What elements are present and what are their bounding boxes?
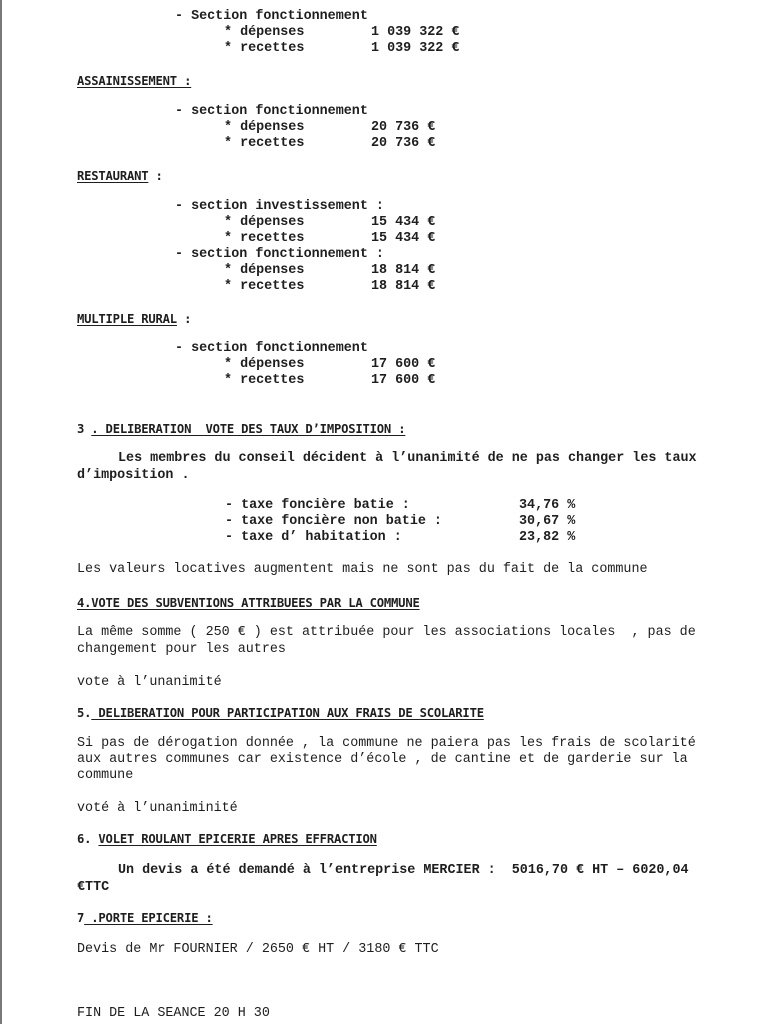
item5-number: 5. [77,706,92,720]
multiple-rural-depenses-value: 17 600 € [371,357,436,372]
item3-heading-text: . DELIBERATION VOTE DES TAUX D’IMPOSITION : [91,422,406,436]
restaurant-invest-recettes-value: 15 434 € [371,231,436,246]
restaurant-fonct-depenses-value: 18 814 € [371,263,436,278]
assainissement-heading-text: ASSAINISSEMENT [77,74,177,88]
item7-heading-text: .PORTE EPICERIE : [84,911,213,925]
assainissement-heading-suffix: : [176,74,192,88]
restaurant-fonct-label: - section fonctionnement : [175,247,384,262]
assainissement-recettes-value: 20 736 € [371,136,436,151]
restaurant-invest-depenses-label: * dépenses [224,215,305,230]
top-recettes-value: 1 039 322 € [371,41,460,56]
multiple-rural-section-label: - section fonctionnement [175,341,368,356]
item4-paragraph-line2: changement pour les autres [77,642,286,657]
restaurant-fonct-recettes-label: * recettes [224,279,305,294]
top-recettes-label: * recettes [224,41,305,56]
restaurant-heading [77,170,163,182]
assainissement-depenses-label: * dépenses [224,120,305,135]
tax-value-3: 23,82 % [519,530,576,545]
end-of-session: FIN DE LA SEANCE 20 H 30 [77,1006,270,1021]
item4-paragraph-line1: La même somme ( 250 € ) est attribuée pour les associations locales , pas de [77,625,696,640]
page-left-border [0,0,2,1024]
item6-paragraph-line2: €TTC [77,880,110,895]
item4-vote: vote à l’unanimité [77,675,222,690]
assainissement-section-label: - section fonctionnement [175,104,368,119]
restaurant-invest-depenses-value: 15 434 € [371,215,436,230]
multiple-rural-recettes-value: 17 600 € [371,373,436,388]
restaurant-invest-label: - section investissement : [175,199,384,214]
item5-paragraph-line3: commune [77,768,134,783]
top-depenses-label: * dépenses [224,25,305,40]
multiple-rural-recettes-label: * recettes [224,373,305,388]
multiple-rural-depenses-label: * dépenses [224,357,305,372]
item5-heading [77,707,484,719]
multiple-rural-heading [77,313,191,325]
item3-heading [77,423,405,435]
assainissement-depenses-value: 20 736 € [371,120,436,135]
item3-paragraph-line1: Les membres du conseil décident à l’unanimité de ne pas changer les taux [118,451,697,466]
assainissement-recettes-label: * recettes [224,136,305,151]
item5-vote: voté à l’unaniminité [77,801,238,816]
item5-heading-text: DELIBERATION POUR PARTICIPATION AUX FRAIS DE SCOLARITE [91,706,484,720]
tax-label-2: - taxe foncière non batie : [225,514,442,529]
item7-paragraph: Devis de Mr FOURNIER / 2650 € HT / 3180 € TTC [77,942,439,957]
multiple-rural-heading-suffix: : [176,312,192,326]
item3-number: 3 [77,422,85,436]
tax-label-1: - taxe foncière batie : [225,498,410,513]
top-section-label: - Section fonctionnement [175,9,368,24]
item3-note: Les valeurs locatives augmentent mais ne sont pas du fait de la commune [77,562,648,577]
item7-number: 7 [77,911,85,925]
restaurant-heading-text: RESTAURANT [77,169,149,183]
item6-heading-text: VOLET ROULANT EPICERIE APRES EFFRACTION [98,832,377,846]
restaurant-fonct-depenses-label: * dépenses [224,263,305,278]
assainissement-heading [77,75,191,87]
item3-paragraph-line2: d’imposition . [77,468,190,483]
item5-paragraph-line2: aux autres communes car existence d’école , de cantine et de garderie sur la [77,752,688,767]
multiple-rural-heading-text: MULTIPLE RURAL [77,312,177,326]
item5-paragraph-line1: Si pas de dérogation donnée , la commune ne paiera pas les frais de scolarité [77,736,696,751]
restaurant-invest-recettes-label: * recettes [224,231,305,246]
tax-label-3: - taxe d’ habitation : [225,530,402,545]
item6-paragraph-line1: Un devis a été demandé à l’entreprise MERCIER : 5016,70 € HT – 6020,04 [118,863,689,878]
item7-heading [77,912,213,924]
item6-number: 6. [77,832,99,846]
restaurant-fonct-recettes-value: 18 814 € [371,279,436,294]
item4-heading: 4.VOTE DES SUBVENTIONS ATTRIBUEES PAR LA COMMUNE [77,596,420,610]
item6-heading [77,833,377,845]
tax-value-1: 34,76 % [519,498,576,513]
restaurant-heading-suffix: : [148,169,163,183]
tax-value-2: 30,67 % [519,514,576,529]
top-depenses-value: 1 039 322 € [371,25,460,40]
